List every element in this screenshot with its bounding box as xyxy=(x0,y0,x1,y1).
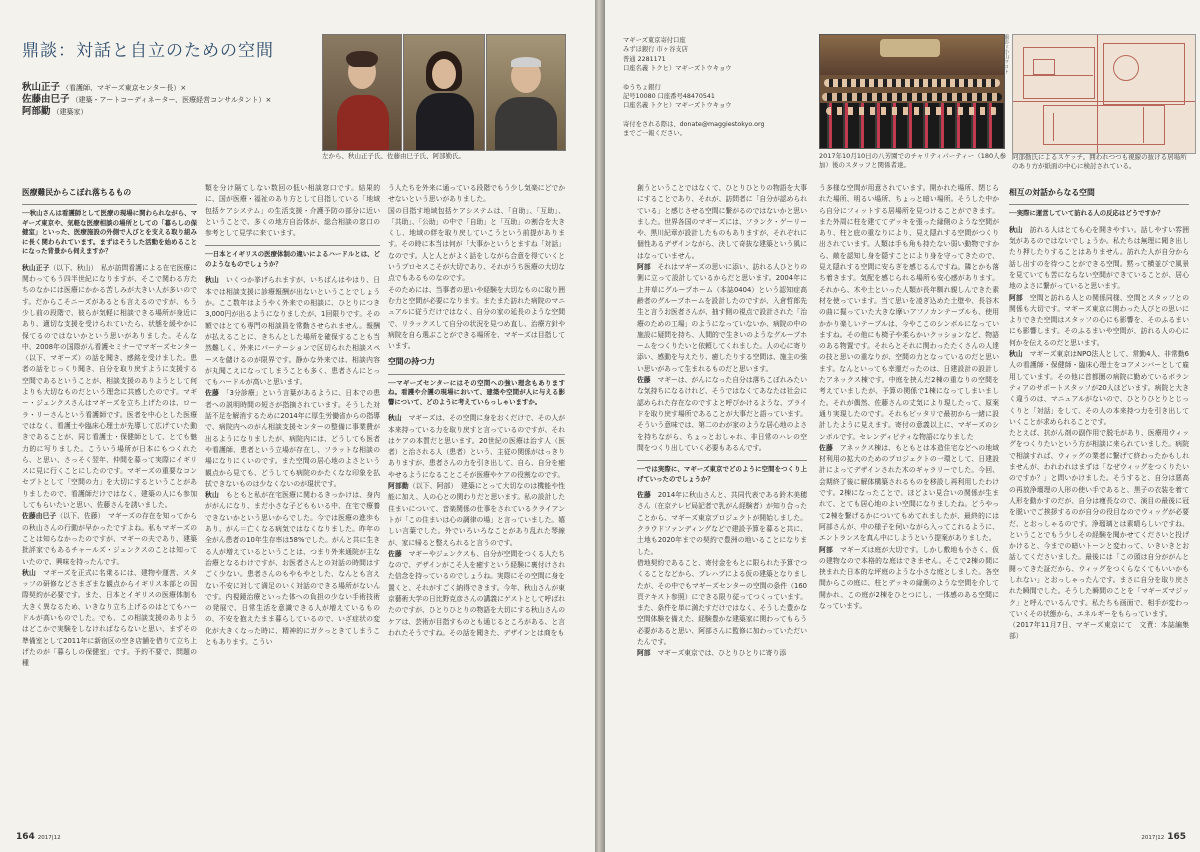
paragraph: 阿部 それはマギーズの思いに添い、訪れる人ひとりの側に立って設計しているからだと思います。2004年に上井草にグループホーム（本誌0404）という認知症高齢者のグループホームを設計したのですが、入倉哲郎先生と言うお医者さんが、抽す側の視点で設計された「治療のための工場」のようになっていないか、病院の中の施設に疑問を持ち、人間的で生きいのようなグループホームをつくりたいと依頼してくれました。人の心に寄り添い、感動を与えたり、癒したりする空間は、施主の強い思いがあって生まれるものだと思います。 xyxy=(637,263,807,373)
author-list xyxy=(22,82,271,118)
speaker-name: 阿部 xyxy=(637,649,651,658)
paragraph: 佐藤 アネックス棟は、もともとは本造住宅などへの地域材利用の拡大のためのプロジェクトの一環として、日建設計によってデザインされた木のギャラリーでした。今回、会期終了後に解体構築されるものを移設し再利用したわけです。2棟になったことで、ほどよい見合いの関係が生まれて、とても居心地のよい空間になりましたね。どうやって2棟を繋げるかについてもめてれましたが、最終的には阿部さんが、中の様子を伺いながら入ってこれるように、エントランスを真ん中にしようという提案がありました。 xyxy=(819,443,999,543)
text-column-4 xyxy=(637,183,807,813)
donation-info: マギーズ東京寄付口座 みずほ銀行 市ヶ谷支店 普通 2281171 口座名義 トクヒ）マギーズトウキョウ ゆうちょ銀行 記号10080 口座番号48470541 口座名義 トクヒ）マギーズトウキョウ 寄付をされる際は、donate@maggiestokyo.org までご一報ください。 xyxy=(623,37,765,138)
author-line xyxy=(22,106,271,118)
interviewer-question: ──日本とイギリスの医療体制の違いによるハードルとは、どのようなものでしょうか？ xyxy=(205,245,380,269)
photo-credit: 撮影＝小山マコト xyxy=(1003,34,1009,75)
speaker-name: 佐藤 xyxy=(388,549,402,558)
paragraph: たとえば、抗がん剤の副作用で脱毛があり、医療用ウィッグをつくりたいという方が相談に来られていました。病院で相談すれば、ウィッグの業者に繋げて終わったかもしれませんが、われわれはまずは「なぜウィッグをつくりたいのですか？」と問いかけました。そうすると、自分は悪高の再放浄壇理の人形の使い手であると、黒子の衣装を着て人形を動かすのだが、自分は痩長なので、演目の最後に冠を脱いでご挨拶するのが自分の役目なのでウィッグが必要だ、とおっしゃるのです。浄瑠璃とは素晴らしいですね、ということでもう少しその経験を聞かせてくださいと投げかけると、今までの暗いトーンと変わって、いきいきとお話してくださいました。最後には「この頭は自分ががんと闘ってきた証だから、ウィッグをつくらなくてもいいかもしれない」とおっしゃったんです。まさに自分を取り戻された瞬間でした。そうした瞬間のことを「マギーズマジック」と呼んでいるんです。私たちも画面で、相手が変わっていくその状態から、エネルギーをもらっています。 xyxy=(1009,429,1189,618)
sketch-caption: 阿部勤氏によるスケッチ。囲われつつも視線の抜ける居場所のあり方が紙面の中心に検討されている。 xyxy=(1012,153,1187,170)
section-heading: 空間の持つ力 xyxy=(388,357,435,367)
interviewer-question: ──マギーズセンターにはその空間への強い理念もありますね。看護や介護の現場において、建築や空間が人に与える影響について、どのように考えていらっしゃいますか。 xyxy=(388,374,565,408)
speaker-name: 佐藤由巳子 xyxy=(22,512,57,521)
text-column-1 xyxy=(22,183,197,813)
portrait-photo-abe xyxy=(486,34,566,151)
paragraph: 佐藤 マギーは、がんになった自分は落ちこぼれみたいな気持ちになるけれど、そうではなくてあなたは社会に認められた存在なのですよと呼びかけるような、プライドを取り戻す場所であることが大事だと語っています。そういう意味では、第二のわが家のような居心地のよさを持ちながら、ちょっとおしゃれ、非日常のハレの空間をつくり出していく必要もあるんです。 xyxy=(637,376,807,452)
paragraph: 阿部 マギーズ東京では、ひとりひとりに寄り添 xyxy=(637,649,787,658)
author-role: （建築・アートコーディネーター、医療経営コンサルタント）× xyxy=(71,96,272,104)
party-group-photo xyxy=(819,34,1005,149)
paragraph: 秋山 いくつか挙げられますが、いちばんはやはり、日本では相談支援に診療報酬が出ないということでしょうか。ここ数年はようやく外来での相談に、ひとりにつき3,000円が出るようになりましたが、1回限りです。その額ではとても専門の相談員を常勤させられません。報酬が払えることに、きちんとした場所を確保することも当然難しく、外来にパーテーションで区切られた相談スペースを儲けるのが限界です。静かな外来では、相談内容が丸聞こえになってしまうことも多く、患者さんにとってもハードルが高いと思います。 xyxy=(205,276,380,387)
paragraph: 佐藤 2014年に秋山さんと、共同代表である鈴木美穂さん（在京テレビ局記者で乳がん経験者）が知り合ったことから、マギーズ東京プロジェクトが開始しました。クラウドファンディングなどで建設予算を募ると共に、土地も2020年までの契約で豊洲の地いることになりました。 xyxy=(637,491,807,556)
paragraph: 秋山正子（以下、秋山） 私が訪問看護による在宅医療に関わってもう四半世紀になりますが、そこで関わる方たちのなかには医療にかかる苦しみが大きい人が多いのです。だからこそニーズがあるとも言えるのですが、もう少し前の段階で、彼らが気軽に相談できる場所が身近にあり、適切な支援を受けられていたら、状態を緩やかに保てるのではないかという思いがありました。そんな中、2008年の国際がん看護セミナーでマギーズセンター（以下、マギーズ）の話を聞き、感銘を受けました。患者の話をじっくり聞き、自分を取り戻すように支援する空間であるということが、相談支援のありようとして何よりも大切なものだという理念に共感したのです。マギー・ジェンクスさんはマギーズを立ち上げたのは、ローラ・リーさんという看護師です。医者を中心とした医療ではなく、看護士や臨床心理士が先導して広げていた動きであることが、同じ看護士・保健師として、とても魅力的に写りました。こういう場所が日本にもつくれたら、と思い、さっそく翌年、仲間を募って実際にイギリスに見に行くことにしたのです。マギーズの重要なコンセプトとして「空間の力」を大切にするということがありましたので、看護師だけではなく、建築の人にも参加してもらいたいと思い、佐藤さんを誘いました。 xyxy=(22,263,197,510)
speaker-name: 佐藤 xyxy=(637,376,651,385)
paragraph: 秋山 訪れる人はとても心を開きやすい。話しやすい雰囲気があるのではないでしょうか。私たちは無理に聞き出したり押したりすることはありません。訪れた人が自分から話し出すのを待つことができる空間。黙って横並びで風景を見ていても苦にならない空間ができていることが、居心地のよさに繋がっていると思います。 xyxy=(1009,225,1189,291)
spine-gutter xyxy=(595,0,605,852)
speaker-name: 秋山 xyxy=(205,491,220,500)
right-page xyxy=(605,0,1200,852)
author-role: （建築家） xyxy=(52,108,88,116)
page-number: 164 2017|12 xyxy=(16,832,61,842)
speaker-name: 阿部勤 xyxy=(388,482,409,491)
speaker-name: 佐藤 xyxy=(205,389,219,398)
paragraph: 佐藤由巳子（以下、佐藤） マギーズの存在を知ってからの秋山さんの行動が早かったですよね。私もマギーズのことは知らなかったのですが、マギーの夫であり、建築批評家でもあるチャールズ・ジェンクスのことは知っていたので、興味を持ったんです。 xyxy=(22,512,197,566)
section-heading: 相互の対話からなる空間 xyxy=(1009,188,1095,197)
paragraph: （2017年11月7日、マギーズ東京にて 文責：本誌編集部） xyxy=(1009,621,1189,641)
speaker-name: 秋山 xyxy=(1009,225,1023,234)
paragraph: 佐藤 「3分診療」という言葉があるように、日本での患者への説明時間の短さが指摘されています。そうした対話不足を解消するために2014年に厚生労働省からの指導で、病院内へのがん相談支援センターの整備に事業費が出るようになりましたが、病院内には、どうしても医者や看護師、患者という立場が存在し、フラットな相談の場になりにくいのです。また空間の居心地のよさという観点から見ても、どうしても病院のかたくなな印象を払拭できないものは少なくないのが現状です。 xyxy=(205,389,380,488)
article-title: 鼎談：対話と自立のための空間 xyxy=(22,41,274,61)
paragraph: 借地契約であること、寄付金をもとに限られた予算でつくることなどから、プレハブによる仮の建築となりましたが、その中でもマギーズセンターの空間の条件（160頁テキスト参照）にできる限り従ってつくっています。また、条件を単に満たすだけではなく、そうした豊かな空間体験を備えた、経験豊かな建築家に関わってもらう必要があると思い、阿部さんに監修に加わっていただいたんです。 xyxy=(637,558,807,646)
speaker-name: 阿部 xyxy=(819,545,833,554)
paragraph: 類を分け隔てしない数回の低い相談窓口です。結果的に、国が医療・福祉のあり方として目指している「地域包括ケアシステム」の生活支援・介護予防の部分に近いということで、多くの地方自治体が、総合相談の窓口の参考として見学に来ています。 xyxy=(205,184,380,238)
left-page xyxy=(0,0,595,852)
paragraph: 創うということではなくて、ひとりひとりの物語を大事にすることであり、それが、訪問者に「自分が認められている」と感じさせる空間に繋がるのではないかと思いました。世界各国のマギーズには、フランク・ゲーリーや、黒川紀章が設計したものもありますが、それぞれに個性あるデザインながら、決して奇抜な建築という風にはなっていません。 xyxy=(637,184,807,260)
paragraph: 阿部勤（以下、阿部） 建築にとって大切なのは機能や性能に加え、人の心との関わりだと思います。私の設計した住まいについて、音楽関係の仕事をされているクライアントが「この住まいは心の調律の場」と言っていました。嬉しい言葉でした。外でいろいろなことがあり乱れた琴線が、家に帰ると整えられると言うのです。 xyxy=(388,482,565,547)
speaker-name: 阿部 xyxy=(1009,293,1023,302)
paragraph: そのためには、当事者の思いや経験を大切なものに取り囲む力と空間が必要になります。またまた訪れた病院のマニュアルに従うだけではなく、自分の家の延長のような空間で、リラックスして自分の状況を見つめ直し、治療方針や病院を自ら選ぶことができる場所を、マギーズは目指しています。 xyxy=(388,285,565,351)
speaker-name: 秋山 xyxy=(1009,350,1023,359)
section-heading: 医療難民からこぼれ落ちるもの xyxy=(22,188,132,197)
paragraph: 国の目指す地域包括ケアシステムは、「自助」、「互助」、「共助」、「公助」の中で「自助」と「互助」の割合を大きくし、地域の絆を取り戻していこうという前提があります。その時に本当は何が「大事かというとますね「対話」なのです。人と人とがよく話をしながら合意を得ていくというプロセスこそが大切であり、それがうち医療の大切な点でもあるものなのです。 xyxy=(388,206,565,283)
issue-label: 2017|12 xyxy=(1141,835,1165,841)
author-role: （看護師、マギーズ東京センター長）× xyxy=(62,84,187,92)
portrait-photo-sato xyxy=(403,34,485,151)
author-line xyxy=(22,82,271,94)
author-name: 佐藤由巳子 xyxy=(22,94,70,105)
text-column-2 xyxy=(205,183,380,813)
interviewer-question: ──実際に運営していて訪れる人の反応はどうですか？ xyxy=(1009,204,1189,219)
paragraph: う人たちを外来に通っている段階でもう少し気楽にどでかせないという思いがありました。 xyxy=(388,184,565,204)
party-caption: 2017年10月10日の八芳園でのチャリティパーティー（180人参加）後のスタッフと関係者達。 xyxy=(819,152,1007,169)
photo-caption: 左から、秋山正子氏、佐藤由巳子氏、阿部勤氏。 xyxy=(322,152,465,160)
author-line xyxy=(22,94,271,106)
paragraph: 秋山 マギーズは、その空間に身をおくだけで、その人が本来持っている力を取り戻すと言っているのですが、それはケアの本質だと思います。20世紀の医療は治す人（医者）と治される人（患者）という、主従の関係がはっきりありますが、患者さんの力を引き出して、自ら、自分を癒やせるようになることこそが医療やケアの役割なのです。 xyxy=(388,414,565,479)
page-number: 2017|12 165 xyxy=(1141,832,1186,842)
paragraph: 阿部 空間と訪れる人との関係同様、空間とスタッフとの関係も大切です。マギーズ東京に関わった人びとの思いによりできた空間はスタッフの心にも影響を、そのふるまいにも影響します。そのふるまいや空間が、訪れる人の心に何かを伝えるのだと思います。 xyxy=(1009,293,1189,347)
author-name: 秋山正子 xyxy=(22,82,61,93)
paragraph: 佐藤 マギーやジェンクスも、自分が空間をつくる人たちなので、デザインがこそ人を癒すという経験に裏付けされた信念を持っているのでしょうね。実際にその空間に身を置くと、それがすごく納得できます。今年、秋山さんが東京藝術大学の日比野克彦さんの講義にゲストとして呼ばれたのですが、ひとりひとりの物語を大切にする秋山さんのケアは、芸術が目指すものとも通じるところがある、と言われたそうですね。その話を聞きた、デザインとは商をも xyxy=(388,549,565,637)
paragraph: 秋山 マギーズ東京はNPO法人として、常勤4人、非常勤6人の看護師・保健師・臨床心理士をコアメンバーとして雇用しています。その他に首都圏の病院に勤めているボランティアのサポートスタッフが20人ほどいます。病院と大きく違うのは、マニュアルがないので、ひとりひとりとじっくりと「対話」をして、その人の本来持つ力を引き出していくことが求められることです。 xyxy=(1009,350,1189,426)
paragraph: 秋山 もともと私が在宅医療に関わるきっかけは、身内ががんになり、まだ小さな子どももいる中、在宅で療養できないかという思いからでした。今では医療の進歩もあり、がん＝亡くなる病気ではなくなりました。昨年の全がん患者の10年生存率は58%でした。がんと共に生きる人が増えているということは、つまり外来通院が主な治療となるわけですが、お医者さんとの対話の時間はすごく少ない。患者さんのもやもやとした、なんとも言えない不安に対して満足のいく対話のできる場所がないんです。内視鏡治療といった体への負担の少ない手術技術の発展で、日常生活を意識できる人が増えているものの、不安を抱えたまま暮らしているので、いざ症状の変化が大きくなった時に、精神的にガクっときてしまうこともあります。こうい xyxy=(205,491,380,646)
speaker-name: 阿部 xyxy=(637,263,651,272)
text-column-6 xyxy=(1009,183,1189,813)
interviewer-question: ──秋山さんは看護師として医療の現場に関わられながら、マギーズ東京や、気軽な医療相談の場所としての「暮らしの保健室」といった、医療施設の外側で人びとを支える取り組みに長く関わられています。まずはそうした活動を始めることになった背景から伺えますか？ xyxy=(22,204,197,257)
speaker-name: 秋山 xyxy=(388,414,402,423)
text-column-5 xyxy=(819,183,999,813)
text-column-3 xyxy=(388,183,565,813)
issue-label: 2017|12 xyxy=(37,835,61,841)
paragraph: う多様な空間が用意されています。開かれた場所、閉じられた場所、明るい場所、ちょっと暗い場所。そうした中から自分にフィットする居場所を見つけることができます。また外周に柱を建ててデッキを張った縁側のような空間があり、柱と庇の重なりにより、見え隠れする空間がつくり出されています。人類は手も角も持たない弱い動物ですから、敵を認知し身を隠すことにより身を守ってきたので、見え隠れする空間に安らぎを感じるんですね。隣とかも落ち着きます。気配を感じられる場所も安心感があります。それから、木や土といった人類が長年馴れ親しんできた素材を使っています。当て思いを凌ぎ込めた土壁や、長谷木の曲に掘っていた大きな摩いアフノカンテーブルも、使用かかり楽しいテーブルは、今やここのシンボルになっていますね。その他にも椅子や柔らかいクッションなど、物語のある物置です。それらとそれに関わったたくさんの人達の技と思いの重なりが、空間の力となっているのだと思います。なんといっても幸運だったのは、日建設計の設計したアネックス棟です。中庭を挟んだ2棟の重なりの空間を考えていましたが、予算の関係で1棟になってしまいました。それが偶然、佐藤さんの丈気により現したって、原案通り実現したのです。それもピッタリで最初から一緒に設計したように見えます。寄付の意義以上に、マギーズのシンボルです。セレンディピティな物語になりました xyxy=(819,184,999,441)
portrait-photo-akiyama xyxy=(322,34,402,151)
speaker-name: 秋山 xyxy=(22,568,37,577)
speaker-name: 秋山正子 xyxy=(22,263,50,272)
paragraph: 阿部 マギーズは庭が大切です。しかし敷地も小さく、仮の建物なので本格的な庭はできません。そこで2棟の間に挟まれた日本的な坪庭のような小さな庭としました。各空間からこの庭に、柱とデッキの縁側のような空間を介して開かれ、この庭が2棟をひとつにし、一体感のある空間になっています。 xyxy=(819,545,999,610)
speaker-name: 佐藤 xyxy=(637,491,651,500)
architect-sketch xyxy=(1012,34,1196,154)
speaker-name: 佐藤 xyxy=(819,443,833,452)
author-name: 阿部勤 xyxy=(22,106,51,117)
paragraph: 秋山 マギーズを正式に名乗るには、建物や運営、スタッフの研修などさまざまな観点からイギリス本部との国際契約が必要です。また、日本とイギリスの医療体制も大きく異なるため、いきなり立ち上げるのはとてもハードルが高いものでした。でも、この相談支援のありようはどこかで実験をしなければならないと思い、まずその準備室として2011年に新宿区の空き店舗を借りて立ち上げたのが「暮らしの保健室」です。予約不要で、問題の種 xyxy=(22,568,197,668)
speaker-name: 秋山 xyxy=(205,276,220,285)
interviewer-question: ──では実際に、マギーズ東京でどのように空間をつくり上げていったのでしょうか？ xyxy=(637,460,807,484)
